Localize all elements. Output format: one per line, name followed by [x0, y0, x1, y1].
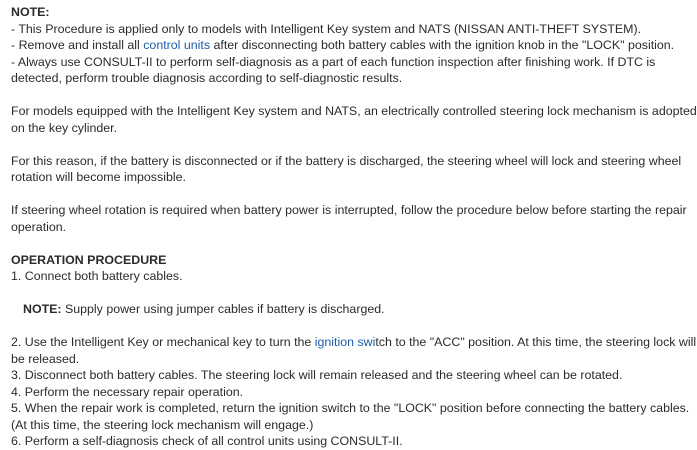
- note-item-1: - This Procedure is applied only to models with Intelligent Key system and NATS (NISSAN ANTI-THEFT SYSTEM).: [11, 21, 642, 36]
- paragraph-3-line-1: If steering wheel rotation is required when battery power is interrupted, follow the procedure below before starting the repair: [11, 203, 687, 217]
- note-item-2: [11, 37, 675, 54]
- paragraph-2-line-2: rotation will become impossible.: [11, 170, 186, 184]
- note-header: NOTE:: [11, 5, 50, 19]
- operation-procedure-heading: OPERATION PROCEDURE: [11, 252, 167, 267]
- paragraph-1-line-2: on the key cylinder.: [11, 120, 118, 135]
- paragraph-2-line-1: For this reason, if the battery is disconnected or if the battery is discharged, the steering wheel will lock and steering wheel: [11, 153, 682, 168]
- spacer: [11, 285, 640, 302]
- procedure-step-2-text-pre: 2. Use the Intelligent Key or mechanical key to turn the: [11, 335, 315, 349]
- spacer: [11, 235, 640, 252]
- note-item-3-line-1: - Always use CONSULT-II to perform self-diagnosis as a part of each function inspection after finishing work. If DTC is: [11, 54, 656, 69]
- ignition-switch-link[interactable]: ignition swi: [314, 335, 376, 349]
- spacer: [11, 136, 640, 153]
- spacer: [11, 87, 640, 104]
- procedure-step-6: 6. Perform a self-diagnosis check of all control units using CONSULT-II.: [11, 434, 403, 448]
- procedure-note: [11, 301, 640, 318]
- spacer: [11, 186, 640, 203]
- procedure-note-text: Supply power using jumper cables if battery is discharged.: [61, 302, 385, 316]
- paragraph-1-line-1: For models equipped with the Intelligent Key system and NATS, an electrically controlled steering lock mechanism is adopted: [11, 104, 697, 118]
- procedure-note-label: NOTE:: [23, 302, 62, 316]
- spacer: [11, 318, 640, 335]
- note-item-2-text-post: after disconnecting both battery cables with the ignition knob in the "LOCK" position.: [210, 38, 675, 52]
- procedure-step-2-text-post: tch to the "ACC" position. At this time, the steering lock will: [375, 335, 697, 349]
- procedure-step-2-line-2: be released.: [11, 351, 80, 366]
- note-item-3-line-2: detected, perform trouble diagnosis according to self-diagnostic results.: [11, 71, 403, 85]
- procedure-step-4: 4. Perform the necessary repair operation.: [11, 384, 244, 399]
- paragraph-3-line-2: operation.: [11, 219, 67, 234]
- procedure-step-3: 3. Disconnect both battery cables. The steering lock will remain released and the steering wheel can be rotated.: [11, 368, 623, 382]
- procedure-step-5-line-1: 5. When the repair work is completed, return the ignition switch to the "LOCK" position before connecting the battery cables.: [11, 401, 690, 415]
- note-item-2-text-pre: - Remove and install all: [11, 38, 144, 52]
- procedure-step-2-line-1: [11, 334, 697, 351]
- control-units-link[interactable]: control units: [143, 38, 211, 52]
- procedure-step-5-line-2: (At this time, the steering lock mechanism will engage.): [11, 417, 314, 432]
- procedure-step-1: 1. Connect both battery cables.: [11, 269, 183, 283]
